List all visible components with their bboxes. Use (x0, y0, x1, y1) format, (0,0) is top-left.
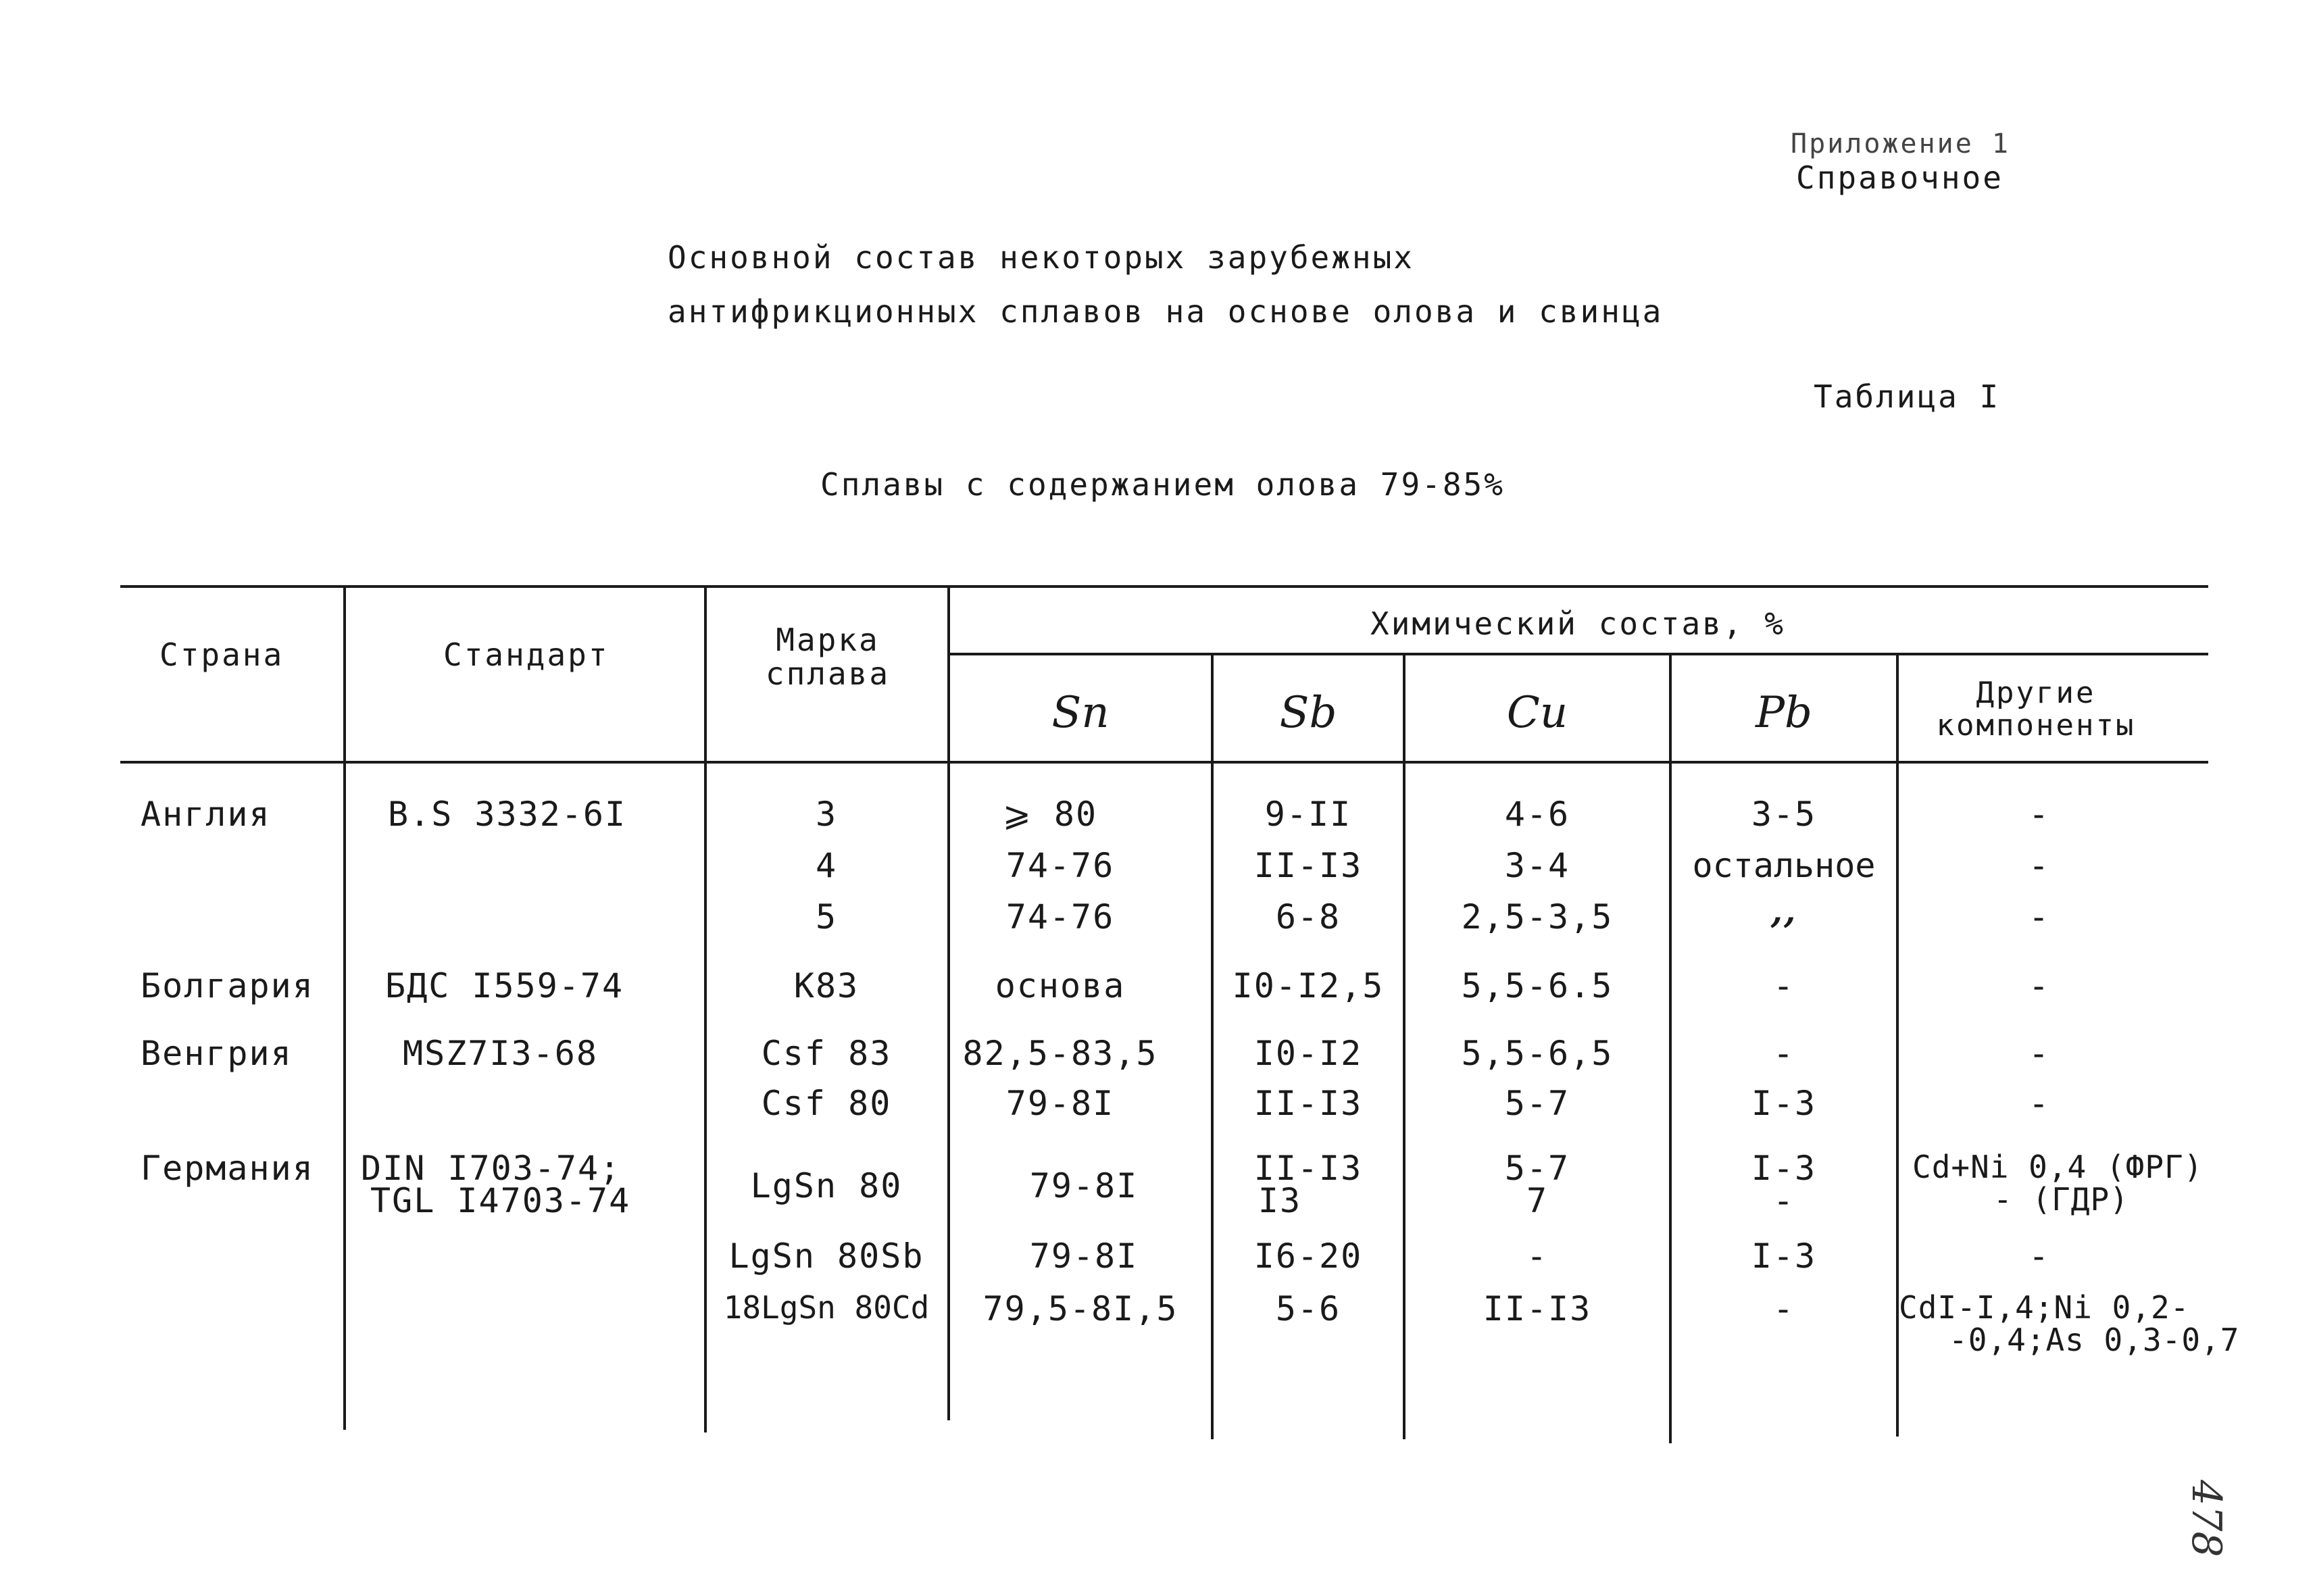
row-7-grade: LgSn 80 (750, 1166, 903, 1205)
row-7-country: Германия (141, 1149, 314, 1188)
page-number: 478 (2183, 1480, 2230, 1557)
row-7-pb-line-2: - (1772, 1181, 1795, 1220)
row-1-sn: ⩾ 80 (1002, 795, 1098, 834)
row-6-grade: Csf 80 (761, 1084, 892, 1123)
header-other-line-2: компоненты (1936, 708, 2136, 743)
row-4-other: - (2028, 966, 2051, 1005)
table-label: Таблица I (1814, 378, 2001, 415)
row-9-other-line-2: -0,4;As 0,3-0,7 (1949, 1322, 2240, 1358)
header-sb: Sb (1279, 688, 1337, 738)
col-divider-1 (343, 585, 346, 1430)
row-7-sb-line-1: II-I3 (1253, 1149, 1363, 1188)
row-3-cu: 2,5-3,5 (1461, 897, 1614, 937)
row-7-cu-line-2: 7 (1526, 1181, 1549, 1220)
row-2-other: - (2028, 846, 2051, 885)
row-2-pb: остальное (1692, 846, 1876, 885)
title-line-1: Основной состав некоторых зарубежных (668, 239, 1414, 276)
row-3-sb: 6-8 (1275, 897, 1341, 937)
row-7-sb-line-2: I3 (1258, 1181, 1302, 1220)
header-cu: Cu (1506, 688, 1568, 738)
title-line-2: антифрикционных сплавов на основе олова и свинца (668, 293, 1664, 330)
row-5-other: - (2028, 1034, 2051, 1073)
row-2-sn: 74-76 (1005, 846, 1115, 885)
row-6-sn: 79-8I (1005, 1084, 1115, 1123)
row-5-sb: I0-I2 (1253, 1034, 1363, 1073)
row-9-other-line-1: CdI-I,4;Ni 0,2- (1899, 1289, 2190, 1326)
row-7-other-line-1: Cd+Ni 0,4 (ФРГ) (1912, 1149, 2204, 1185)
header-grade-line-2: сплава (765, 655, 891, 692)
header-standard: Стандарт (443, 637, 609, 673)
row-4-sb: I0-I2,5 (1232, 966, 1385, 1005)
appendix-label: Приложение 1 (1791, 128, 2010, 159)
row-5-pb: - (1772, 1034, 1795, 1073)
row-8-other: - (2028, 1237, 2051, 1276)
row-3-sn: 74-76 (1005, 897, 1115, 937)
row-1-sb: 9-II (1264, 795, 1352, 834)
row-4-cu: 5,5-6.5 (1461, 966, 1614, 1005)
row-1-country: Англия (141, 795, 271, 834)
row-4-sn: основа (995, 966, 1126, 1005)
row-1-other: - (2028, 795, 2051, 834)
header-pb: Pb (1755, 688, 1813, 738)
row-5-grade: Csf 83 (761, 1034, 892, 1073)
row-6-sb: II-I3 (1253, 1084, 1363, 1123)
header-grade-line-1: Марка (776, 622, 880, 658)
row-8-sb: I6-20 (1253, 1237, 1363, 1276)
table-top-rule (120, 585, 2208, 588)
row-4-grade: К83 (793, 966, 860, 1005)
row-5-country: Венгрия (141, 1034, 293, 1073)
row-6-other: - (2028, 1084, 2051, 1123)
row-1-grade: 3 (815, 795, 838, 834)
row-3-other: - (2028, 897, 2051, 937)
row-9-sn: 79,5-8I,5 (982, 1289, 1178, 1328)
row-2-cu: 3-4 (1504, 846, 1570, 885)
row-8-sn: 79-8I (1029, 1237, 1139, 1276)
row-7-sn: 79-8I (1029, 1166, 1139, 1205)
header-sn: Sn (1051, 688, 1110, 738)
row-2-sb: II-I3 (1253, 846, 1363, 885)
row-2-grade: 4 (815, 846, 838, 885)
row-7-cu-line-1: 5-7 (1504, 1149, 1570, 1188)
row-6-pb: I-3 (1751, 1084, 1817, 1123)
row-5-sn: 82,5-83,5 (962, 1034, 1158, 1073)
row-3-grade: 5 (815, 897, 838, 937)
row-5-standard: MSZ7I3-68 (403, 1034, 598, 1073)
row-9-cu: II-I3 (1483, 1289, 1592, 1328)
row-7-standard-line-2: TGL I4703-74 (370, 1181, 631, 1220)
chem-header-rule (947, 653, 2208, 655)
row-5-cu: 5,5-6,5 (1461, 1034, 1614, 1073)
row-1-pb: 3-5 (1751, 795, 1817, 834)
row-9-sb: 5-6 (1275, 1289, 1341, 1328)
header-other-line-1: Другие (1976, 676, 2096, 710)
header-bottom-rule (120, 761, 2208, 764)
row-3-pb: ,, (1770, 891, 1797, 930)
row-4-country: Болгария (141, 966, 314, 1005)
appendix-kind: Справочное (1796, 159, 2003, 196)
row-4-standard: БДС I559-74 (385, 966, 624, 1005)
header-country: Страна (159, 637, 284, 673)
row-9-grade: 18LgSn 80Cd (723, 1289, 930, 1326)
row-7-pb-line-1: I-3 (1751, 1149, 1817, 1188)
row-7-other-line-2: - (ГДР) (1993, 1181, 2129, 1218)
row-1-standard: B.S 3332-6I (388, 795, 627, 834)
row-8-pb: I-3 (1751, 1237, 1817, 1276)
row-7-standard-line-1: DIN I703-74; (361, 1149, 622, 1188)
header-chemical-composition: Химический состав, % (1370, 605, 1785, 642)
row-1-cu: 4-6 (1504, 795, 1570, 834)
row-4-pb: - (1772, 966, 1795, 1005)
row-8-grade: LgSn 80Sb (728, 1237, 924, 1276)
table-subtitle: Сплавы с содержанием олова 79-85% (820, 466, 1505, 503)
row-8-cu: - (1526, 1237, 1549, 1276)
row-9-pb: - (1772, 1289, 1795, 1328)
row-6-cu: 5-7 (1504, 1084, 1570, 1123)
